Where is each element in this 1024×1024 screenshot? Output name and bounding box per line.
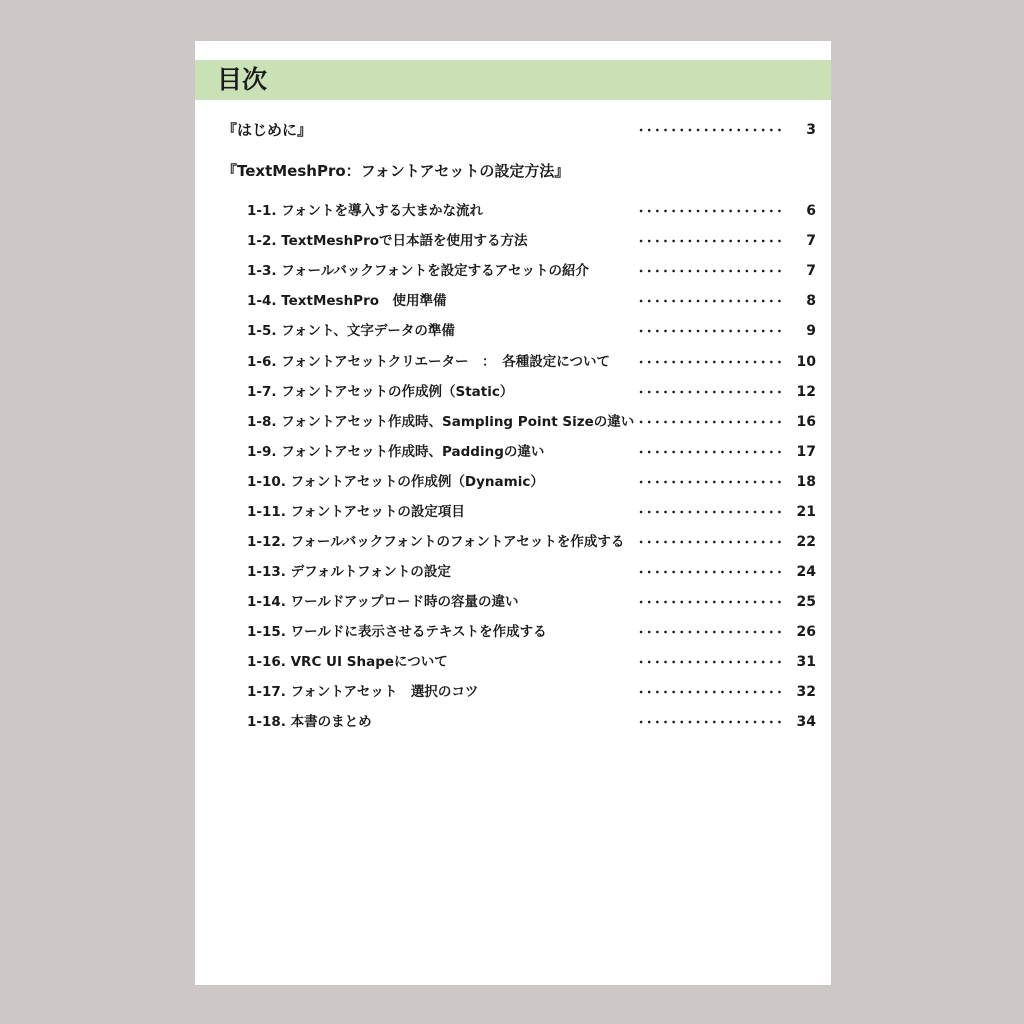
toc-entry-label: 1-8. フォントアセット作成時、Sampling Point Sizeの違い (247, 414, 635, 430)
toc-page-number: 10 (796, 354, 816, 370)
toc-leader-dots (637, 118, 785, 142)
toc-page-number: 16 (796, 414, 816, 430)
toc-entry-label: 1-15. ワールドに表示させるテキストを作成する (247, 624, 547, 640)
toc-entry-label: 『TextMeshPro：フォントアセットの設定方法』 (222, 162, 570, 180)
toc-entry (195, 118, 831, 142)
toc-page-number: 7 (806, 233, 816, 249)
toc-leader-dots (637, 560, 785, 584)
toc-page-number: 34 (796, 714, 816, 730)
toc-leader-dots (637, 319, 785, 343)
toc-entry (195, 380, 831, 404)
toc-leader-dots (637, 380, 785, 404)
toc-leader-dots (637, 680, 785, 704)
toc-entry (195, 199, 831, 223)
toc-page-number: 21 (796, 504, 816, 520)
toc-entry-label: 1-16. VRC UI Shapeについて (247, 654, 448, 670)
toc-entry (195, 590, 831, 614)
toc-entry (195, 289, 831, 313)
toc-page-number: 22 (796, 534, 816, 550)
toc-entry (195, 319, 831, 343)
toc-entry-label: 1-12. フォールバックフォントのフォントアセットを作成する (247, 534, 625, 550)
toc-entry (195, 650, 831, 674)
toc-leader-dots (637, 259, 785, 283)
toc-leader-dots (637, 710, 785, 734)
toc-entry-label: 1-9. フォントアセット作成時、Paddingの違い (247, 444, 545, 460)
toc-leader-dots (637, 350, 785, 374)
toc-entry-label: 1-7. フォントアセットの作成例（Static） (247, 384, 514, 400)
toc-entry (195, 440, 831, 464)
toc-entry-label: 1-14. ワールドアップロード時の容量の違い (247, 594, 519, 610)
toc-entry-label: 1-5. フォント、文字データの準備 (247, 323, 455, 339)
toc-entry-label: 1-18. 本書のまとめ (247, 714, 372, 730)
toc-leader-dots (637, 229, 785, 253)
toc-leader-dots (637, 590, 785, 614)
toc-page-number: 24 (796, 564, 816, 580)
toc-entry (195, 410, 831, 434)
document-page (195, 41, 831, 985)
toc-entry (195, 259, 831, 283)
toc-page-number: 8 (806, 293, 816, 309)
toc-page-number: 6 (806, 203, 816, 219)
toc-leader-dots (637, 289, 785, 313)
toc-entry-label: 1-13. デフォルトフォントの設定 (247, 564, 451, 580)
toc-leader-dots (637, 470, 785, 494)
toc-page-number: 9 (806, 323, 816, 339)
toc-leader-dots (637, 620, 785, 644)
toc-page-number: 18 (796, 474, 816, 490)
toc-entry (195, 560, 831, 584)
toc-page-number: 31 (796, 654, 816, 670)
toc-entry (195, 350, 831, 374)
toc-leader-dots (637, 650, 785, 674)
toc-entry-label: 1-11. フォントアセットの設定項目 (247, 504, 465, 520)
toc-leader-dots (637, 199, 785, 223)
toc-page-number: 17 (796, 444, 816, 460)
toc-entry-label: 1-1. フォントを導入する大まかな流れ (247, 203, 484, 219)
toc-entry (195, 530, 831, 554)
page-title: 目次 (217, 65, 268, 94)
toc-page-number: 12 (796, 384, 816, 400)
toc-leader-dots (637, 500, 785, 524)
toc-entry-label: 1-4. TextMeshPro 使用準備 (247, 293, 447, 309)
toc-page-number: 7 (806, 263, 816, 279)
toc-entry (195, 680, 831, 704)
toc-leader-dots (637, 410, 785, 434)
toc-page-number: 32 (796, 684, 816, 700)
toc-entry (195, 470, 831, 494)
toc-entry (195, 710, 831, 734)
toc-entry (195, 500, 831, 524)
toc-section-heading (195, 159, 831, 183)
toc-entry-label: 1-17. フォントアセット 選択のコツ (247, 684, 479, 700)
toc-page-number: 25 (796, 594, 816, 610)
toc-entry-label: 1-3. フォールバックフォントを設定するアセットの紹介 (247, 263, 590, 279)
toc-entry (195, 229, 831, 253)
toc-entry-label: 1-2. TextMeshProで日本語を使用する方法 (247, 233, 528, 249)
toc-entry (195, 620, 831, 644)
toc-leader-dots (637, 530, 785, 554)
toc-page-number: 3 (806, 122, 816, 138)
toc-entry-label: 『はじめに』 (222, 121, 313, 139)
toc-leader-dots (637, 440, 785, 464)
toc-entry-label: 1-10. フォントアセットの作成例（Dynamic） (247, 474, 544, 490)
toc-entry-label: 1-6. フォントアセットクリエーター ： 各種設定について (247, 354, 610, 370)
toc-page-number: 26 (796, 624, 816, 640)
title-bar (195, 60, 831, 100)
